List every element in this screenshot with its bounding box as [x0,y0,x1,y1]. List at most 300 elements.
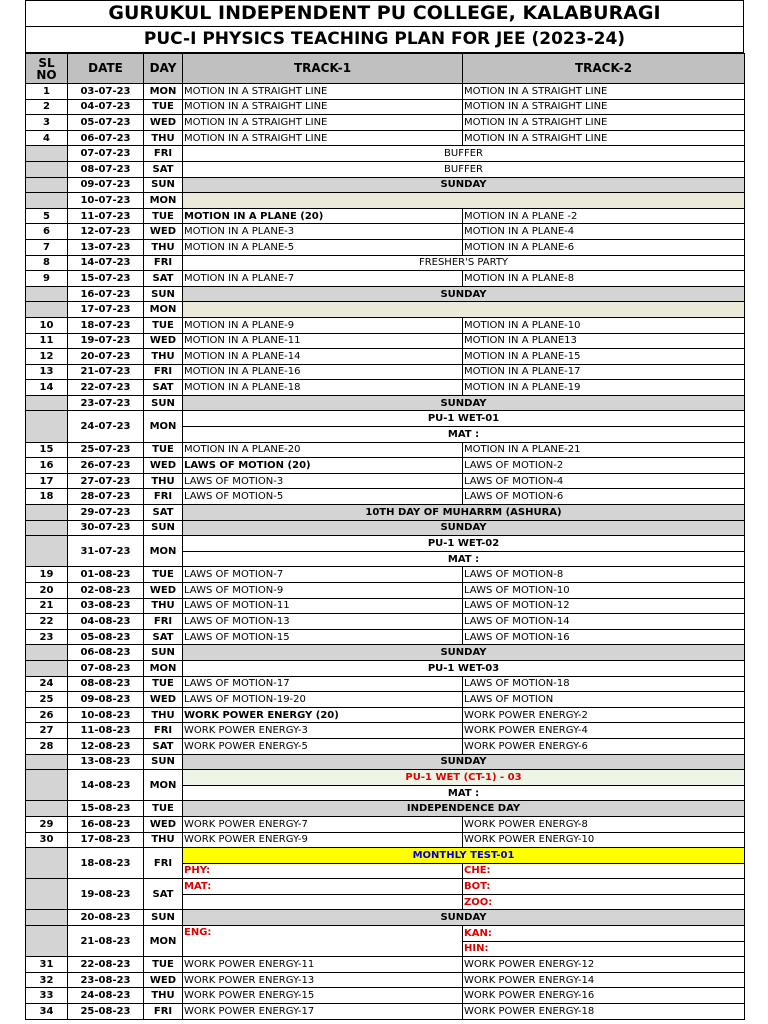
date-cell: 30-07-23 [68,520,144,536]
sl-cell: 16 [26,458,68,474]
date-cell: 04-08-23 [68,614,144,630]
day-cell: THU [144,473,183,489]
table-row [26,84,745,100]
table-row [26,317,745,333]
track2-cell: MOTION IN A PLANE-10 [463,317,745,333]
sl-cell: 33 [26,988,68,1004]
track1-cell: LAWS OF MOTION-11 [183,598,463,614]
subject-cell: PHY: [183,863,463,879]
table-row [26,614,745,630]
day-cell: MON [144,660,183,676]
date-cell: 09-07-23 [68,177,144,193]
sl-cell [26,645,68,661]
sl-cell [26,161,68,177]
track2-cell: MOTION IN A PLANE-19 [463,380,745,396]
track1-cell: WORK POWER ENERGY-11 [183,957,463,973]
day-cell: TUE [144,317,183,333]
track1-cell: MOTION IN A STRAIGHT LINE [183,130,463,146]
date-cell: 04-07-23 [68,99,144,115]
date-cell: 06-08-23 [68,645,144,661]
track2-cell: WORK POWER ENERGY-4 [463,723,745,739]
teaching-plan-table [25,53,745,1020]
day-cell: FRI [144,489,183,505]
track1-cell: MOTION IN A PLANE-14 [183,349,463,365]
college-title: GURUKUL INDEPENDENT PU COLLEGE, KALABURAGI [25,0,744,26]
day-cell: WED [144,115,183,131]
table-row [26,707,745,723]
date-cell: 11-07-23 [68,208,144,224]
track1-header: TRACK-1 [183,54,463,84]
track1-cell: MOTION IN A PLANE-7 [183,271,463,287]
table-row [26,473,745,489]
table-row [26,1004,745,1020]
track1-cell: MOTION IN A PLANE-20 [183,442,463,458]
day-cell: SAT [144,271,183,287]
sl-cell: 15 [26,442,68,458]
date-cell: 17-08-23 [68,832,144,848]
track1-cell: MOTION IN A PLANE-18 [183,380,463,396]
sl-cell: 18 [26,489,68,505]
track2-cell: MOTION IN A PLANE-17 [463,364,745,380]
date-cell: 21-08-23 [68,926,144,957]
track2-cell: MOTION IN A PLANE-4 [463,224,745,240]
test-cell: PU-1 WET (CT-1) - 03 [183,770,745,786]
date-cell: 01-08-23 [68,567,144,583]
date-cell: 22-07-23 [68,380,144,396]
table-row [26,832,745,848]
blank-event-cell [183,302,745,318]
sl-cell [26,177,68,193]
sunday-cell: SUNDAY [183,395,745,411]
sl-cell [26,505,68,521]
track1-cell: LAWS OF MOTION-3 [183,473,463,489]
day-cell: MON [144,411,183,442]
sl-no-header: SL NO [26,54,68,84]
track1-cell: MOTION IN A PLANE-3 [183,224,463,240]
sl-cell: 14 [26,380,68,396]
track2-cell: LAWS OF MOTION-2 [463,458,745,474]
date-cell: 19-08-23 [68,879,144,910]
table-row [26,567,745,583]
event-cell: FRESHER'S PARTY [183,255,745,271]
sl-cell: 3 [26,115,68,131]
table-row [26,770,745,786]
table-row [26,926,745,942]
table-row [26,161,745,177]
track2-cell: WORK POWER ENERGY-2 [463,707,745,723]
track2-cell: LAWS OF MOTION [463,692,745,708]
track1-cell: LAWS OF MOTION-19-20 [183,692,463,708]
table-row [26,660,745,676]
day-cell: FRI [144,255,183,271]
date-cell: 15-07-23 [68,271,144,287]
sl-cell: 8 [26,255,68,271]
table-row [26,130,745,146]
track1-cell: WORK POWER ENERGY-13 [183,972,463,988]
track2-cell: LAWS OF MOTION-10 [463,583,745,599]
table-row [26,988,745,1004]
subject-cell: ZOO: [463,894,745,910]
track2-cell: WORK POWER ENERGY-8 [463,816,745,832]
track1-cell: WORK POWER ENERGY-17 [183,1004,463,1020]
sl-cell: 31 [26,957,68,973]
sunday-cell: SUNDAY [183,286,745,302]
sl-cell [26,286,68,302]
holiday-cell: INDEPENDENCE DAY [183,801,745,817]
date-cell: 07-08-23 [68,660,144,676]
day-cell: WED [144,583,183,599]
date-cell: 05-07-23 [68,115,144,131]
day-cell: SAT [144,505,183,521]
date-cell: 27-07-23 [68,473,144,489]
track2-cell: MOTION IN A PLANE-6 [463,239,745,255]
table-row [26,972,745,988]
track1-cell: MOTION IN A PLANE-9 [183,317,463,333]
track2-cell: MOTION IN A PLANE-8 [463,271,745,287]
day-cell: SAT [144,629,183,645]
date-cell: 19-07-23 [68,333,144,349]
test-cell: PU-1 WET-02 [183,536,745,552]
day-cell: SAT [144,161,183,177]
date-cell: 14-08-23 [68,770,144,801]
track1-cell: LAWS OF MOTION-13 [183,614,463,630]
day-cell: SUN [144,520,183,536]
sl-cell: 30 [26,832,68,848]
sl-cell: 22 [26,614,68,630]
table-row [26,629,745,645]
date-cell: 12-07-23 [68,224,144,240]
track2-cell: WORK POWER ENERGY-6 [463,738,745,754]
sl-cell: 2 [26,99,68,115]
track1-cell: MOTION IN A PLANE (20) [183,208,463,224]
sl-cell: 20 [26,583,68,599]
subject-cell: MAT: [183,879,463,895]
date-cell: 02-08-23 [68,583,144,599]
track2-cell: LAWS OF MOTION-8 [463,567,745,583]
date-cell: 14-07-23 [68,255,144,271]
sl-cell [26,770,68,801]
sl-cell [26,146,68,162]
day-cell: TUE [144,99,183,115]
day-cell: SUN [144,395,183,411]
table-row [26,442,745,458]
sl-cell [26,395,68,411]
day-cell: THU [144,349,183,365]
table-row [26,255,745,271]
date-cell: 21-07-23 [68,364,144,380]
day-cell: WED [144,458,183,474]
track2-cell: WORK POWER ENERGY-16 [463,988,745,1004]
table-row [26,583,745,599]
day-cell: SUN [144,754,183,770]
table-row [26,645,745,661]
table-row [26,801,745,817]
date-cell: 03-08-23 [68,598,144,614]
day-cell: FRI [144,723,183,739]
sunday-cell: SUNDAY [183,520,745,536]
table-row [26,458,745,474]
table-row [26,380,745,396]
table-row [26,239,745,255]
sl-cell: 11 [26,333,68,349]
table-row [26,816,745,832]
table-row [26,177,745,193]
day-cell: THU [144,988,183,1004]
test-subject-cell: MAT : [183,551,745,567]
table-row [26,848,745,864]
track1-cell: WORK POWER ENERGY-9 [183,832,463,848]
sl-cell [26,754,68,770]
holiday-cell: 10TH DAY OF MUHARRM (ASHURA) [183,505,745,521]
date-cell: 23-07-23 [68,395,144,411]
date-cell: 31-07-23 [68,536,144,567]
day-cell: TUE [144,957,183,973]
monthly-test-cell: MONTHLY TEST-01 [183,848,745,864]
sl-cell [26,520,68,536]
table-row [26,692,745,708]
track1-cell: MOTION IN A STRAIGHT LINE [183,99,463,115]
track2-cell: MOTION IN A STRAIGHT LINE [463,115,745,131]
table-row [26,224,745,240]
event-cell: BUFFER [183,161,745,177]
day-cell: MON [144,302,183,318]
day-cell: MON [144,926,183,957]
track2-cell: MOTION IN A STRAIGHT LINE [463,130,745,146]
sl-cell: 10 [26,317,68,333]
track2-cell: LAWS OF MOTION-14 [463,614,745,630]
day-cell: THU [144,832,183,848]
track1-cell: LAWS OF MOTION-17 [183,676,463,692]
table-row [26,676,745,692]
track2-cell: WORK POWER ENERGY-18 [463,1004,745,1020]
track2-header: TRACK-2 [463,54,745,84]
track2-cell: LAWS OF MOTION-12 [463,598,745,614]
date-cell: 24-08-23 [68,988,144,1004]
date-cell: 10-07-23 [68,193,144,209]
sl-cell [26,801,68,817]
sunday-cell: SUNDAY [183,177,745,193]
track1-cell: MOTION IN A PLANE-16 [183,364,463,380]
day-cell: SUN [144,286,183,302]
sl-cell: 13 [26,364,68,380]
date-cell: 26-07-23 [68,458,144,474]
sl-cell: 24 [26,676,68,692]
sl-cell: 25 [26,692,68,708]
day-header: DAY [144,54,183,84]
teaching-plan-sheet [25,0,744,1020]
sl-cell: 34 [26,1004,68,1020]
date-cell: 11-08-23 [68,723,144,739]
day-cell: SAT [144,879,183,910]
track2-cell: LAWS OF MOTION-6 [463,489,745,505]
day-cell: SAT [144,380,183,396]
table-row [26,598,745,614]
day-cell: THU [144,707,183,723]
table-row [26,723,745,739]
date-cell: 07-07-23 [68,146,144,162]
day-cell: SUN [144,645,183,661]
date-cell: 17-07-23 [68,302,144,318]
header-row [26,54,745,84]
date-cell: 09-08-23 [68,692,144,708]
date-cell: 25-08-23 [68,1004,144,1020]
track2-cell: MOTION IN A STRAIGHT LINE [463,99,745,115]
track2-cell: WORK POWER ENERGY-10 [463,832,745,848]
day-cell: SUN [144,910,183,926]
date-cell: 06-07-23 [68,130,144,146]
sunday-cell: SUNDAY [183,754,745,770]
sl-cell [26,926,68,957]
sl-cell: 4 [26,130,68,146]
track1-cell: WORK POWER ENERGY-7 [183,816,463,832]
track1-cell: WORK POWER ENERGY-5 [183,738,463,754]
track1-cell: MOTION IN A STRAIGHT LINE [183,115,463,131]
date-cell: 05-08-23 [68,629,144,645]
track2-cell: WORK POWER ENERGY-12 [463,957,745,973]
sl-cell [26,660,68,676]
sl-cell: 21 [26,598,68,614]
test-cell: PU-1 WET-01 [183,411,745,427]
track2-cell: MOTION IN A PLANE-21 [463,442,745,458]
plan-title: PUC-I PHYSICS TEACHING PLAN FOR JEE (2023-24) [25,26,744,53]
subject-cell: CHE: [463,863,745,879]
date-cell: 08-07-23 [68,161,144,177]
day-cell: WED [144,224,183,240]
table-row [26,302,745,318]
test-subject-cell: MAT : [183,785,745,801]
sl-cell: 12 [26,349,68,365]
date-cell: 28-07-23 [68,489,144,505]
day-cell: FRI [144,1004,183,1020]
date-cell: 16-08-23 [68,816,144,832]
sl-cell [26,411,68,442]
day-cell: WED [144,816,183,832]
day-cell: TUE [144,442,183,458]
day-cell: WED [144,692,183,708]
sl-cell: 23 [26,629,68,645]
sl-cell [26,193,68,209]
test-subject-cell: MAT : [183,427,745,443]
day-cell: TUE [144,676,183,692]
track1-cell: LAWS OF MOTION-7 [183,567,463,583]
track1-cell: MOTION IN A STRAIGHT LINE [183,84,463,100]
date-cell: 22-08-23 [68,957,144,973]
sl-cell: 9 [26,271,68,287]
track1-cell: WORK POWER ENERGY-15 [183,988,463,1004]
track1-cell: WORK POWER ENERGY-3 [183,723,463,739]
sl-cell [26,879,68,910]
table-row [26,193,745,209]
track2-cell: MOTION IN A PLANE13 [463,333,745,349]
table-row [26,99,745,115]
table-row [26,536,745,552]
day-cell: TUE [144,208,183,224]
table-row [26,957,745,973]
subject-cell: ENG: [183,926,463,957]
date-cell: 10-08-23 [68,707,144,723]
subject-cell: BOT: [463,879,745,895]
test-cell: PU-1 WET-03 [183,660,745,676]
date-cell: 08-08-23 [68,676,144,692]
day-cell: MON [144,770,183,801]
day-cell: MON [144,84,183,100]
event-cell: BUFFER [183,146,745,162]
table-row [26,395,745,411]
track1-cell: LAWS OF MOTION-5 [183,489,463,505]
track1-cell: MOTION IN A PLANE-5 [183,239,463,255]
blank-event-cell [183,193,745,209]
track2-cell: LAWS OF MOTION-18 [463,676,745,692]
sl-cell: 7 [26,239,68,255]
table-row [26,115,745,131]
sl-cell: 19 [26,567,68,583]
table-row [26,738,745,754]
sl-cell: 32 [26,972,68,988]
day-cell: MON [144,193,183,209]
sl-cell: 6 [26,224,68,240]
date-cell: 20-08-23 [68,910,144,926]
table-row [26,754,745,770]
track2-cell: MOTION IN A PLANE-15 [463,349,745,365]
day-cell: FRI [144,364,183,380]
sl-cell [26,848,68,879]
table-row [26,505,745,521]
table-row [26,271,745,287]
sl-cell: 26 [26,707,68,723]
date-cell: 13-08-23 [68,754,144,770]
date-cell: 12-08-23 [68,738,144,754]
track2-cell: LAWS OF MOTION-16 [463,629,745,645]
track1-cell: LAWS OF MOTION (20) [183,458,463,474]
subject-cell: HIN: [463,941,745,957]
sl-cell: 27 [26,723,68,739]
date-cell: 20-07-23 [68,349,144,365]
table-row [26,520,745,536]
sunday-cell: SUNDAY [183,910,745,926]
day-cell: THU [144,239,183,255]
day-cell: SAT [144,738,183,754]
date-cell: 16-07-23 [68,286,144,302]
day-cell: FRI [144,146,183,162]
table-row [26,286,745,302]
empty-cell [183,894,463,910]
date-cell: 18-07-23 [68,317,144,333]
day-cell: WED [144,972,183,988]
day-cell: TUE [144,567,183,583]
sl-cell [26,536,68,567]
subject-cell: KAN: [463,926,745,942]
date-cell: 03-07-23 [68,84,144,100]
table-row [26,333,745,349]
track1-cell: LAWS OF MOTION-15 [183,629,463,645]
day-cell: WED [144,333,183,349]
sl-cell: 28 [26,738,68,754]
day-cell: MON [144,536,183,567]
sl-cell [26,302,68,318]
day-cell: THU [144,130,183,146]
sunday-cell: SUNDAY [183,645,745,661]
table-row [26,349,745,365]
sl-cell: 17 [26,473,68,489]
date-cell: 29-07-23 [68,505,144,521]
track2-cell: MOTION IN A STRAIGHT LINE [463,84,745,100]
table-row [26,489,745,505]
date-cell: 25-07-23 [68,442,144,458]
sl-cell: 29 [26,816,68,832]
day-cell: FRI [144,614,183,630]
day-cell: SUN [144,177,183,193]
sl-cell: 1 [26,84,68,100]
